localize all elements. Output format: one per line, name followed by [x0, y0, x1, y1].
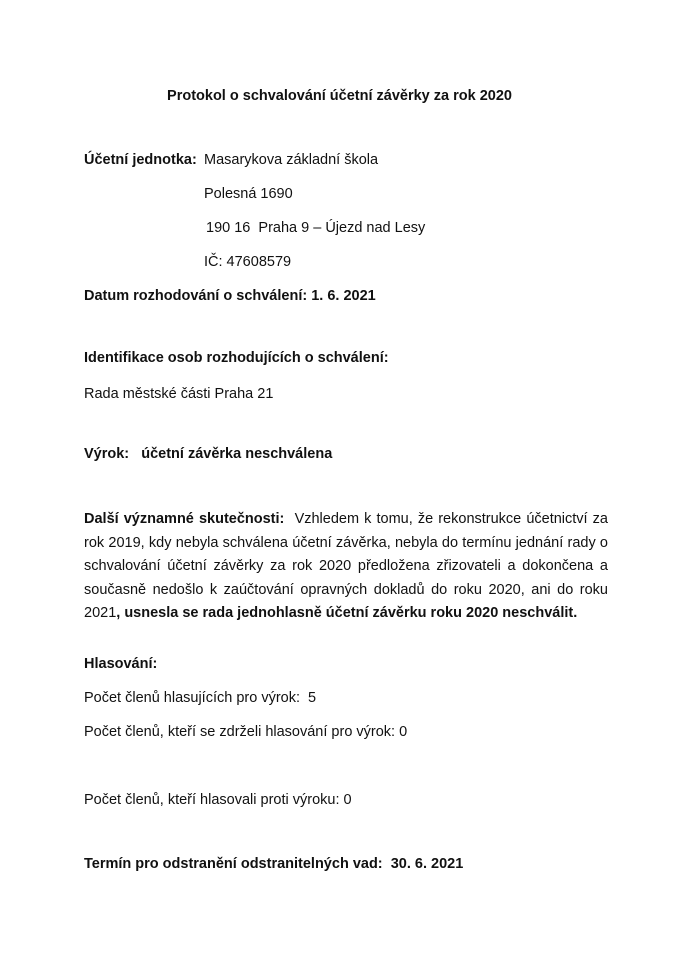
verdict-label: Výrok:	[84, 446, 130, 462]
voting-heading: Hlasování:	[84, 656, 158, 672]
other-facts-conclusion: , usnesla se rada jednohlasně účetní závěrku roku 2020 neschválit.	[116, 605, 578, 622]
entity-street: Polesná 1690	[204, 186, 293, 202]
verdict	[84, 446, 332, 462]
verdict-value: účetní závěrka neschválena	[141, 446, 333, 462]
voting-against: Počet členů, kteří hlasovali proti výroku: 0	[84, 792, 352, 808]
deciders-value: Rada městské části Praha 21	[84, 386, 274, 402]
document-title: Protokol o schvalování účetní závěrky za rok 2020	[167, 88, 512, 104]
voting-for: Počet členů hlasujících pro výrok: 5	[84, 690, 317, 706]
other-facts-label: Další významné skutečnosti:	[84, 511, 285, 527]
entity-label: Účetní jednotka:	[84, 152, 197, 168]
other-facts-paragraph	[84, 508, 608, 626]
other-facts-text: Vzhledem k tomu, že rekonstrukce účetnictví za rok 2019, kdy nebyla schválena účetní závěrka, nebyla do termínu jednání rady o schvalování účetní závěrky za rok 2020 předložena zřizovateli a dokončena a současně nedošlo k zaúčtování opravných dokladů do roku 2020, ani do roku 2021	[84, 511, 608, 622]
entity-city: 190 16 Praha 9 – Újezd nad Lesy	[206, 220, 426, 236]
decision-date: Datum rozhodování o schválení: 1. 6. 2021	[84, 288, 376, 304]
entity-ico: IČ: 47608579	[204, 254, 292, 270]
deadline: Termín pro odstranění odstranitelných vad: 30. 6. 2021	[84, 856, 464, 872]
voting-abstained: Počet členů, kteří se zdrželi hlasování pro výrok: 0	[84, 724, 408, 740]
deciders-heading: Identifikace osob rozhodujících o schválení:	[84, 350, 389, 366]
entity-name: Masarykova základní škola	[204, 152, 379, 168]
